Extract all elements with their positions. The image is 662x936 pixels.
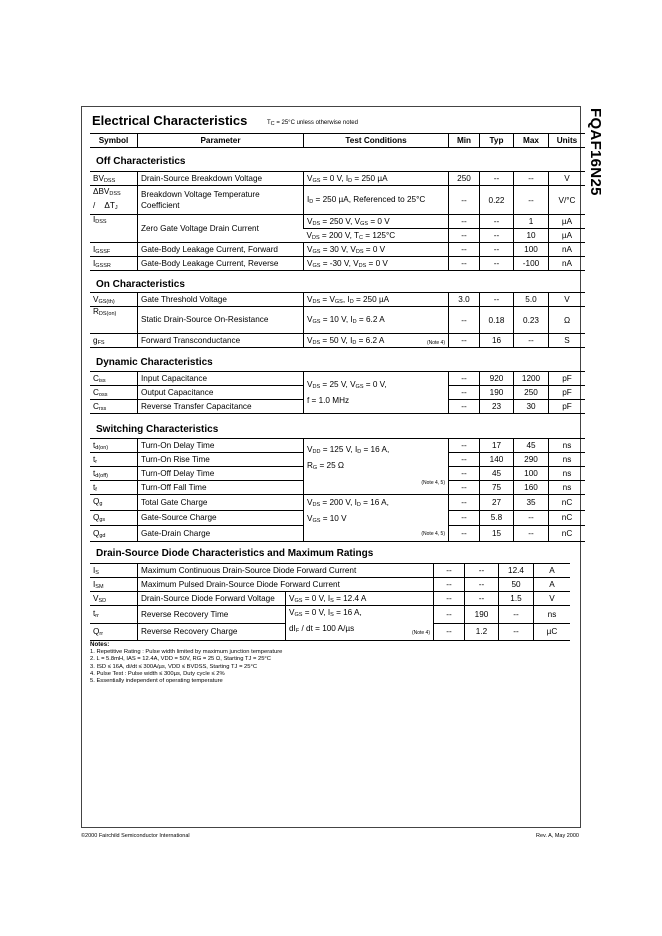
- max-cell: --: [514, 172, 549, 186]
- typ-cell: 16: [480, 334, 514, 348]
- condition-cell: $V_{DS} = 200$ V, $T_C = 125^\circ C$: [304, 229, 449, 243]
- unit-cell: nC: [549, 526, 586, 542]
- min-cell: --: [449, 495, 480, 511]
- symbol-cell: $R_{DS(on)}$: [90, 307, 138, 334]
- symbol-cell: $I_{SM}$: [90, 578, 138, 592]
- typ-cell: --: [480, 293, 514, 307]
- unit-cell: ns: [534, 606, 571, 624]
- typ-cell: --: [480, 172, 514, 186]
- min-cell: --: [449, 229, 480, 243]
- max-cell: 35: [514, 495, 549, 511]
- condition-cell: $V_{DS} = 250$ V, $V_{GS} = 0$ V: [304, 215, 449, 229]
- typ-cell: 920: [480, 372, 514, 386]
- page-title: Electrical Characteristics: [92, 113, 248, 128]
- header-conditions: Test Conditions: [304, 134, 449, 148]
- max-cell: 250: [514, 386, 549, 400]
- min-cell: --: [449, 243, 480, 257]
- section-title-diode: Drain-Source Diode Characteristics and Maximum Ratings: [96, 548, 374, 559]
- max-cell: --: [499, 623, 534, 641]
- table-off: [90, 171, 585, 271]
- min-cell: --: [449, 372, 480, 386]
- header-min: Min: [449, 134, 480, 148]
- parameter-cell: Input Capacitance: [138, 372, 304, 386]
- table-row: [90, 578, 570, 592]
- min-cell: --: [434, 564, 465, 578]
- min-cell: --: [449, 510, 480, 526]
- note-item: 2. L = 5.8mH, IAS = 12.4A, VDD = 50V, RG = 25 Ω, Starting TJ = 25°C: [90, 656, 271, 663]
- parameter-cell: Turn-On Rise Time: [138, 453, 304, 467]
- section-title-switching: Switching Characteristics: [96, 424, 219, 435]
- typ-cell: 0.18: [480, 307, 514, 334]
- parameter-cell: Maximum Pulsed Drain-Source Diode Forward Current: [138, 578, 434, 592]
- condition-cell: $V_{DS} = 50$ V, $I_D = 6.2$ A (Note 4): [304, 334, 449, 348]
- symbol-cell: $C_{oss}$: [90, 386, 138, 400]
- min-cell: --: [449, 334, 480, 348]
- condition-cell: $V_{DS} = 200$ V, $I_D = 16$ A, $V_{GS} = 10$ V (Note 4, 5): [304, 495, 449, 542]
- unit-cell: S: [549, 334, 586, 348]
- max-cell: 50: [499, 578, 534, 592]
- unit-cell: V: [549, 172, 586, 186]
- table-on: [90, 292, 585, 348]
- symbol-cell: $t_{d(on)}$: [90, 439, 138, 453]
- min-cell: --: [449, 186, 480, 215]
- unit-cell: V/°C: [549, 186, 586, 215]
- symbol-cell: $I_S$: [90, 564, 138, 578]
- typ-cell: --: [480, 229, 514, 243]
- min-cell: --: [449, 386, 480, 400]
- table-diode: [90, 563, 570, 641]
- typ-cell: 190: [465, 606, 499, 624]
- symbol-cell: $I_{GSSF}$: [90, 243, 138, 257]
- notes-title: Notes:: [90, 641, 110, 648]
- min-cell: --: [449, 453, 480, 467]
- typ-cell: 15: [480, 526, 514, 542]
- condition-cell: $I_D = 250$ µA, Referenced to 25°C: [304, 186, 449, 215]
- header-parameter: Parameter: [138, 134, 304, 148]
- typ-cell: 23: [480, 400, 514, 414]
- table-row: [90, 592, 570, 606]
- max-cell: --: [499, 606, 534, 624]
- section-title-dynamic: Dynamic Characteristics: [96, 357, 213, 368]
- table-row: [90, 334, 585, 348]
- unit-cell: ns: [549, 439, 586, 453]
- typ-cell: --: [480, 215, 514, 229]
- header-max: Max: [514, 134, 549, 148]
- typ-cell: --: [465, 578, 499, 592]
- symbol-cell: $C_{rss}$: [90, 400, 138, 414]
- table-row: [90, 257, 585, 271]
- min-cell: --: [449, 439, 480, 453]
- parameter-cell: Drain-Source Diode Forward Voltage: [138, 592, 286, 606]
- min-cell: --: [449, 526, 480, 542]
- parameter-cell: Gate-Body Leakage Current, Reverse: [138, 257, 304, 271]
- header-symbol: Symbol: [90, 134, 138, 148]
- unit-cell: Ω: [549, 307, 586, 334]
- table-row: [90, 307, 585, 334]
- table-row: [90, 215, 585, 229]
- min-cell: 250: [449, 172, 480, 186]
- table-dynamic: [90, 371, 585, 414]
- typ-cell: 45: [480, 467, 514, 481]
- section-title-off: Off Characteristics: [96, 156, 186, 167]
- max-cell: --: [514, 186, 549, 215]
- parameter-cell: Gate Threshold Voltage: [138, 293, 304, 307]
- typ-cell: 1.2: [465, 623, 499, 641]
- footer-copyright: ©2000 Fairchild Semiconductor International: [81, 833, 190, 839]
- unit-cell: V: [549, 293, 586, 307]
- max-cell: 12.4: [499, 564, 534, 578]
- condition-cell: $V_{GS} = -30$ V, $V_{DS} = 0$ V: [304, 257, 449, 271]
- parameter-cell: Breakdown Voltage Temperature Coefficient: [138, 186, 304, 215]
- condition-cell: $V_{GS} = 0$ V, $I_D = 250$ µA: [304, 172, 449, 186]
- note-ref: (Note 4, 5): [421, 531, 445, 537]
- condition-cell: $V_{DD} = 125$ V, $I_D = 16$ A, $R_G = 25$ Ω (Note 4, 5): [304, 439, 449, 495]
- symbol-cell: $\Delta BV_{DSS}$ / $\Delta T_J$: [90, 186, 138, 215]
- note-ref: (Note 4, 5): [421, 480, 445, 486]
- unit-cell: A: [534, 564, 571, 578]
- unit-cell: µA: [549, 229, 586, 243]
- symbol-cell: $t_f$: [90, 481, 138, 495]
- max-cell: 1200: [514, 372, 549, 386]
- min-cell: --: [434, 578, 465, 592]
- parameter-cell: Forward Transconductance: [138, 334, 304, 348]
- max-cell: 1.5: [499, 592, 534, 606]
- typ-cell: --: [465, 592, 499, 606]
- section-title-on: On Characteristics: [96, 279, 185, 290]
- typ-cell: --: [480, 243, 514, 257]
- max-cell: 160: [514, 481, 549, 495]
- note-item: 1. Repetitive Rating : Pulse width limited by maximum junction temperature: [90, 649, 283, 656]
- max-cell: --: [514, 510, 549, 526]
- parameter-cell: Gate-Body Leakage Current, Forward: [138, 243, 304, 257]
- unit-cell: ns: [549, 481, 586, 495]
- note-item: 3. ISD ≤ 16A, di/dt ≤ 300A/µs, VDD ≤ BVDSS, Starting TJ = 25°C: [90, 663, 258, 670]
- part-number-side-title: FQAF16N25: [587, 108, 604, 196]
- typ-cell: 75: [480, 481, 514, 495]
- symbol-cell: $I_{GSSR}$: [90, 257, 138, 271]
- table-row: [90, 606, 570, 624]
- max-cell: 290: [514, 453, 549, 467]
- parameter-cell: Output Capacitance: [138, 386, 304, 400]
- typ-cell: 27: [480, 495, 514, 511]
- typ-cell: 140: [480, 453, 514, 467]
- max-cell: 10: [514, 229, 549, 243]
- max-cell: 5.0: [514, 293, 549, 307]
- header-units: Units: [549, 134, 586, 148]
- unit-cell: A: [534, 578, 571, 592]
- symbol-cell: $V_{SD}$: [90, 592, 138, 606]
- unit-cell: ns: [549, 467, 586, 481]
- symbol-cell: $t_{rr}$: [90, 606, 138, 624]
- table-switching: [90, 438, 585, 542]
- typ-cell: --: [480, 257, 514, 271]
- unit-cell: nA: [549, 243, 586, 257]
- note-item: 5. Essentially independent of operating temperature: [90, 678, 223, 685]
- parameter-cell: Static Drain-Source On-Resistance: [138, 307, 304, 334]
- parameter-cell: Drain-Source Breakdown Voltage: [138, 172, 304, 186]
- condition-cell: $V_{GS} = 10$ V, $I_D = 6.2$ A: [304, 307, 449, 334]
- min-cell: --: [449, 467, 480, 481]
- min-cell: --: [449, 257, 480, 271]
- unit-cell: nC: [549, 495, 586, 511]
- parameter-cell: Zero Gate Voltage Drain Current: [138, 215, 304, 243]
- symbol-cell: $Q_{gd}$: [90, 526, 138, 542]
- unit-cell: V: [534, 592, 571, 606]
- max-cell: 100: [514, 467, 549, 481]
- table-row: [90, 293, 585, 307]
- max-cell: 0.23: [514, 307, 549, 334]
- condition-cell: $V_{GS} = 30$ V, $V_{DS} = 0$ V: [304, 243, 449, 257]
- condition-cell: $V_{DS} = 25$ V, $V_{GS} = 0$ V, f = 1.0 MHz: [304, 372, 449, 414]
- table-row: [90, 495, 585, 511]
- parameter-cell: Turn-Off Fall Time: [138, 481, 304, 495]
- footer-revision: Rev. A, May 2000: [535, 833, 579, 839]
- symbol-cell: $V_{GS(th)}$: [90, 293, 138, 307]
- parameter-cell: Reverse Transfer Capacitance: [138, 400, 304, 414]
- table-row: [90, 564, 570, 578]
- notes-block: [90, 641, 282, 685]
- unit-cell: nA: [549, 257, 586, 271]
- table-header: [90, 133, 585, 148]
- note-ref: (Note 4): [411, 630, 430, 636]
- max-cell: 30: [514, 400, 549, 414]
- unit-cell: pF: [549, 386, 586, 400]
- condition-cell: $V_{DS} = V_{GS}$, $I_D = 250$ µA: [304, 293, 449, 307]
- symbol-cell: $Q_g$: [90, 495, 138, 511]
- parameter-cell: Total Gate Charge: [138, 495, 304, 511]
- table-row: [90, 439, 585, 453]
- symbol-cell: $BV_{DSS}$: [90, 172, 138, 186]
- condition-cell: $V_{GS} = 0$ V, $I_S = 12.4$ A: [286, 592, 434, 606]
- note-ref: (Note 4): [426, 339, 445, 346]
- table-row: [90, 372, 585, 386]
- symbol-cell: $t_r$: [90, 453, 138, 467]
- symbol-cell: $Q_{rr}$: [90, 623, 138, 641]
- title-condition: $T_C = 25^\circ C$ unless otherwise noted: [267, 120, 358, 127]
- max-cell: -100: [514, 257, 549, 271]
- unit-cell: µC: [534, 623, 571, 641]
- parameter-cell: Reverse Recovery Charge: [138, 623, 286, 641]
- max-cell: 45: [514, 439, 549, 453]
- max-cell: --: [514, 526, 549, 542]
- symbol-cell: $g_{FS}$: [90, 334, 138, 348]
- note-item: 4. Pulse Test : Pulse width ≤ 300µs, Duty cycle ≤ 2%: [90, 670, 225, 677]
- condition-frequency: f = 1.0 MHz: [307, 396, 350, 405]
- symbol-cell: $t_{d(off)}$: [90, 467, 138, 481]
- unit-cell: µA: [549, 215, 586, 229]
- parameter-cell: Reverse Recovery Time: [138, 606, 286, 624]
- table-row: [90, 243, 585, 257]
- parameter-cell: Gate-Source Charge: [138, 510, 304, 526]
- min-cell: 3.0: [449, 293, 480, 307]
- unit-cell: pF: [549, 372, 586, 386]
- min-cell: --: [449, 307, 480, 334]
- max-cell: 100: [514, 243, 549, 257]
- typ-cell: --: [465, 564, 499, 578]
- min-cell: --: [449, 400, 480, 414]
- max-cell: 1: [514, 215, 549, 229]
- table-row: [90, 186, 585, 215]
- parameter-cell: Turn-On Delay Time: [138, 439, 304, 453]
- typ-cell: 0.22: [480, 186, 514, 215]
- unit-cell: ns: [549, 453, 586, 467]
- max-cell: --: [514, 334, 549, 348]
- min-cell: --: [434, 592, 465, 606]
- min-cell: --: [449, 215, 480, 229]
- symbol-cell: $I_{DSS}$: [90, 215, 138, 243]
- symbol-cell: $C_{iss}$: [90, 372, 138, 386]
- parameter-cell: Turn-Off Delay Time: [138, 467, 304, 481]
- typ-cell: 17: [480, 439, 514, 453]
- parameter-cell: Maximum Continuous Drain-Source Diode Forward Current: [138, 564, 434, 578]
- table-row: [90, 172, 585, 186]
- min-cell: --: [449, 481, 480, 495]
- header-typ: Typ: [480, 134, 514, 148]
- typ-cell: 5.8: [480, 510, 514, 526]
- parameter-cell: Gate-Drain Charge: [138, 526, 304, 542]
- symbol-cell: $Q_{gs}$: [90, 510, 138, 526]
- unit-cell: pF: [549, 400, 586, 414]
- min-cell: --: [434, 606, 465, 624]
- unit-cell: nC: [549, 510, 586, 526]
- min-cell: --: [434, 623, 465, 641]
- condition-cell: $V_{GS} = 0$ V, $I_S = 16$ A, $dI_F$ / dt = 100 A/µs (Note 4): [286, 606, 434, 641]
- typ-cell: 190: [480, 386, 514, 400]
